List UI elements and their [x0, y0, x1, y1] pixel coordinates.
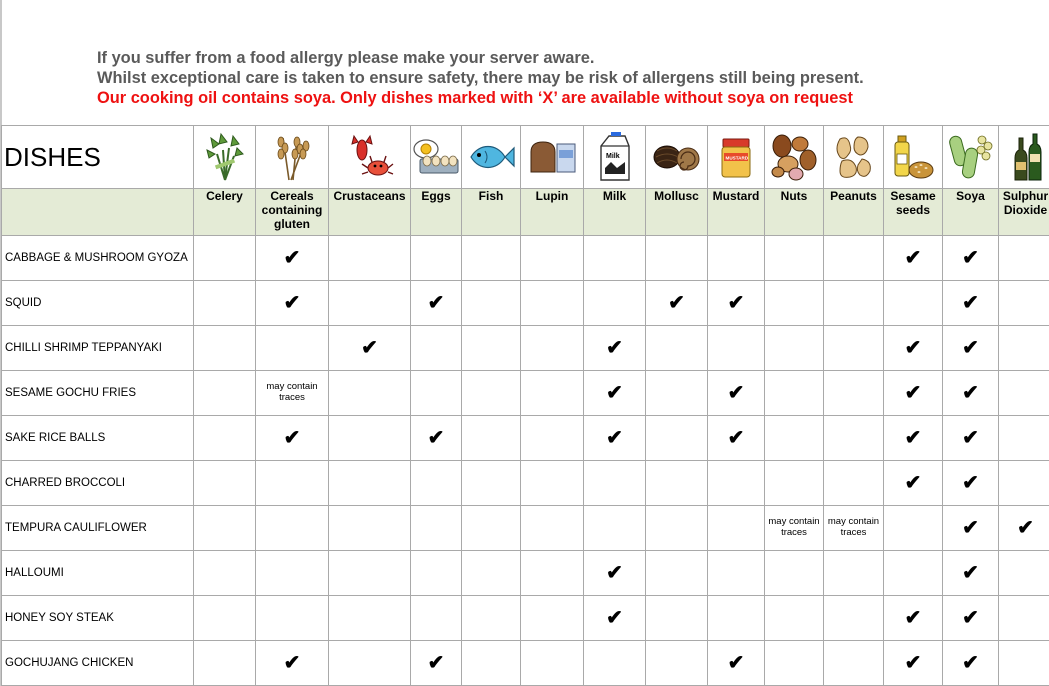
allergen-cell-mollusc: [646, 596, 708, 641]
allergen-cell-nuts: [765, 236, 824, 281]
allergen-cell-mollusc: [646, 236, 708, 281]
allergen-cell-crustaceans: [329, 506, 411, 551]
tick-mark: ✔: [904, 471, 922, 494]
svg-text:MUSTARD: MUSTARD: [725, 155, 749, 161]
allergen-cell-eggs: [411, 641, 462, 686]
nuts-icon: [765, 126, 824, 189]
tick-mark: ✔: [962, 336, 979, 359]
notice-line-2: Whilst exceptional care is taken to ensure safety, there may be risk of allergens still being present.: [97, 69, 864, 87]
allergen-cell-eggs: [411, 461, 462, 506]
allergen-cell-sesame-seeds: [884, 506, 943, 551]
tick-mark: ✔: [283, 651, 301, 674]
allergen-cell-lupin: [521, 596, 584, 641]
tick-mark: ✔: [962, 471, 979, 494]
allergen-header-eggs: Eggs: [411, 189, 462, 236]
allergen-cell-eggs: [411, 236, 462, 281]
tick-mark: ✔: [606, 381, 623, 404]
allergen-cell-sesame-seeds: [884, 236, 943, 281]
dish-name: HONEY SOY STEAK: [2, 596, 194, 641]
tick-mark: ✔: [904, 651, 922, 674]
tick-mark: ✔: [727, 651, 745, 674]
table-row: [2, 281, 1049, 326]
allergen-cell-fish: [462, 236, 521, 281]
table-row: [2, 416, 1049, 461]
allergen-cell-mollusc: [646, 641, 708, 686]
allergen-cell-eggs: [411, 371, 462, 416]
wheat-icon: [256, 126, 329, 189]
allergen-cell-lupin: [521, 371, 584, 416]
allergen-cell-peanuts: [824, 281, 884, 326]
allergen-names-row: [2, 189, 1049, 236]
mustard-jar-icon: [708, 126, 765, 189]
allergen-cell-milk: [584, 416, 646, 461]
allergen-cell-mustard: [708, 416, 765, 461]
tick-mark: ✔: [727, 381, 745, 404]
table-row: [2, 641, 1049, 686]
allergen-cell-soya: [943, 641, 999, 686]
allergen-cell-nuts: [765, 551, 824, 596]
allergen-cell-mustard: [708, 281, 765, 326]
allergen-table: [1, 125, 1049, 686]
allergen-cell-lupin: [521, 326, 584, 371]
allergen-cell-nuts: [765, 596, 824, 641]
mollusc-icon: [646, 126, 708, 189]
allergen-cell-lupin: [521, 416, 584, 461]
allergen-cell-milk: [584, 461, 646, 506]
allergy-notice: [97, 48, 864, 108]
tick-mark: ✔: [606, 426, 623, 449]
allergen-cell-celery: [194, 326, 256, 371]
header-blank-cell: [2, 189, 194, 236]
allergen-cell-sulphur-dioxide: [999, 461, 1049, 506]
fish-icon: [462, 126, 521, 189]
eggs-icon: [411, 126, 462, 189]
allergen-cell-peanuts: [824, 371, 884, 416]
table-row: [2, 596, 1049, 641]
allergen-cell-fish: [462, 371, 521, 416]
allergen-cell-lupin: [521, 461, 584, 506]
allergen-cell-mustard: [708, 461, 765, 506]
allergen-cell-fish: [462, 416, 521, 461]
table-row: [2, 551, 1049, 596]
allergen-cell-lupin: [521, 236, 584, 281]
allergen-cell-fish: [462, 551, 521, 596]
tick-mark: ✔: [962, 516, 979, 539]
allergen-cell-fish: [462, 326, 521, 371]
allergen-cell-soya: [943, 371, 999, 416]
tick-mark: ✔: [361, 336, 378, 359]
allergen-cell-peanuts: [824, 326, 884, 371]
tick-mark: ✔: [904, 606, 922, 629]
crustaceans-icon: [329, 126, 411, 189]
allergen-cell-fish: [462, 281, 521, 326]
allergen-header-milk: Milk: [584, 189, 646, 236]
allergen-cell-celery: [194, 551, 256, 596]
notice-line-1: If you suffer from a food allergy please make your server aware.: [97, 49, 595, 67]
peanuts-icon: [824, 126, 884, 189]
allergen-cell-fish: [462, 506, 521, 551]
allergen-cell-mustard: [708, 326, 765, 371]
allergen-cell-celery: [194, 506, 256, 551]
allergen-header-fish: Fish: [462, 189, 521, 236]
sesame-icon: [884, 126, 943, 189]
lupin-bread-icon: [521, 126, 584, 189]
allergen-cell-peanuts: [824, 551, 884, 596]
svg-text:Milk: Milk: [605, 153, 620, 160]
allergen-cell-eggs: [411, 416, 462, 461]
allergen-cell-sulphur-dioxide: [999, 281, 1049, 326]
allergen-cell-mollusc: [646, 506, 708, 551]
allergen-cell-celery: [194, 371, 256, 416]
allergen-cell-sesame-seeds: [884, 371, 943, 416]
tick-mark: ✔: [962, 246, 979, 269]
allergen-cell-nuts: [765, 371, 824, 416]
allergen-cell-eggs: [411, 326, 462, 371]
tick-mark: ✔: [727, 426, 745, 449]
allergen-cell-cereals-containing-gluten: [256, 371, 329, 416]
allergen-cell-crustaceans: [329, 371, 411, 416]
allergen-cell-crustaceans: [329, 236, 411, 281]
allergen-cell-fish: [462, 641, 521, 686]
allergen-cell-sesame-seeds: [884, 416, 943, 461]
allergen-cell-crustaceans: [329, 416, 411, 461]
allergen-cell-cereals-containing-gluten: [256, 281, 329, 326]
tick-mark: ✔: [283, 291, 301, 314]
allergen-cell-soya: [943, 551, 999, 596]
allergen-cell-sulphur-dioxide: [999, 596, 1049, 641]
allergen-cell-sulphur-dioxide: [999, 551, 1049, 596]
allergen-cell-sesame-seeds: [884, 326, 943, 371]
allergen-cell-fish: [462, 461, 521, 506]
may-contain-note: may contain traces: [827, 516, 880, 538]
allergen-cell-crustaceans: [329, 461, 411, 506]
allergen-cell-peanuts: [824, 596, 884, 641]
allergen-cell-eggs: [411, 551, 462, 596]
allergen-cell-sesame-seeds: [884, 461, 943, 506]
allergen-cell-sesame-seeds: [884, 551, 943, 596]
allergen-cell-celery: [194, 596, 256, 641]
allergen-cell-sesame-seeds: [884, 596, 943, 641]
allergen-cell-lupin: [521, 641, 584, 686]
allergen-cell-celery: [194, 416, 256, 461]
allergen-cell-milk: [584, 281, 646, 326]
allergen-cell-crustaceans: [329, 281, 411, 326]
allergen-cell-lupin: [521, 506, 584, 551]
dish-name: TEMPURA CAULIFLOWER: [2, 506, 194, 551]
allergen-cell-soya: [943, 461, 999, 506]
table-row: [2, 461, 1049, 506]
allergen-cell-mustard: [708, 236, 765, 281]
tick-mark: ✔: [904, 336, 922, 359]
allergen-cell-fish: [462, 596, 521, 641]
allergen-cell-mollusc: [646, 551, 708, 596]
allergen-cell-sulphur-dioxide: [999, 506, 1049, 551]
allergen-cell-peanuts: [824, 461, 884, 506]
allergen-cell-celery: [194, 281, 256, 326]
allergen-cell-soya: [943, 326, 999, 371]
allergen-cell-nuts: [765, 281, 824, 326]
allergen-cell-mollusc: [646, 281, 708, 326]
allergen-cell-sulphur-dioxide: [999, 236, 1049, 281]
allergen-cell-peanuts: [824, 416, 884, 461]
allergen-cell-crustaceans: [329, 596, 411, 641]
allergen-cell-milk: [584, 326, 646, 371]
dish-name: HALLOUMI: [2, 551, 194, 596]
allergen-cell-milk: [584, 551, 646, 596]
allergen-cell-crustaceans: [329, 551, 411, 596]
dish-name: CABBAGE & MUSHROOM GYOZA: [2, 236, 194, 281]
may-contain-note: may contain traces: [266, 381, 318, 403]
tick-mark: ✔: [1017, 516, 1034, 539]
tick-mark: ✔: [904, 426, 922, 449]
notice-soya-warning: Our cooking oil contains soya. Only dishes marked with ‘X’ are available without soya on request: [97, 89, 853, 107]
tick-mark: ✔: [962, 426, 979, 449]
tick-mark: ✔: [283, 246, 301, 269]
allergen-cell-mustard: [708, 596, 765, 641]
allergen-cell-mustard: [708, 641, 765, 686]
allergen-cell-nuts: [765, 506, 824, 551]
allergen-cell-milk: [584, 371, 646, 416]
allergen-cell-nuts: [765, 416, 824, 461]
tick-mark: ✔: [283, 426, 301, 449]
allergen-cell-mollusc: [646, 371, 708, 416]
allergen-cell-soya: [943, 506, 999, 551]
table-row: [2, 236, 1049, 281]
may-contain-note: may contain traces: [768, 516, 820, 538]
allergen-cell-cereals-containing-gluten: [256, 596, 329, 641]
dish-name: SQUID: [2, 281, 194, 326]
tick-mark: ✔: [962, 606, 979, 629]
allergen-cell-mollusc: [646, 416, 708, 461]
allergen-cell-mustard: [708, 551, 765, 596]
tick-mark: ✔: [962, 651, 979, 674]
allergen-cell-eggs: [411, 281, 462, 326]
milk-carton-icon: [584, 126, 646, 189]
allergen-cell-sulphur-dioxide: [999, 326, 1049, 371]
allergen-cell-mustard: [708, 371, 765, 416]
tick-mark: ✔: [727, 291, 745, 314]
allergen-header-mollusc: Mollusc: [646, 189, 708, 236]
allergen-header-celery: Celery: [194, 189, 256, 236]
allergen-cell-peanuts: [824, 641, 884, 686]
celery-icon: [194, 126, 256, 189]
allergen-header-crustaceans: Crustaceans: [329, 189, 411, 236]
allergen-cell-celery: [194, 236, 256, 281]
dish-name: GOCHUJANG CHICKEN: [2, 641, 194, 686]
allergen-header-lupin: Lupin: [521, 189, 584, 236]
tick-mark: ✔: [904, 381, 922, 404]
soya-icon: [943, 126, 999, 189]
allergen-header-cereals-containing-gluten: Cereals containing gluten: [256, 189, 329, 236]
allergen-cell-sesame-seeds: [884, 281, 943, 326]
allergen-cell-soya: [943, 416, 999, 461]
allergen-cell-nuts: [765, 641, 824, 686]
allergen-cell-cereals-containing-gluten: [256, 641, 329, 686]
allergen-cell-crustaceans: [329, 326, 411, 371]
allergen-cell-nuts: [765, 461, 824, 506]
wine-bottle-icon: [999, 126, 1049, 189]
allergen-cell-eggs: [411, 596, 462, 641]
tick-mark: ✔: [606, 606, 623, 629]
allergen-header-peanuts: Peanuts: [824, 189, 884, 236]
allergen-cell-cereals-containing-gluten: [256, 326, 329, 371]
allergen-cell-milk: [584, 506, 646, 551]
allergen-cell-milk: [584, 641, 646, 686]
tick-mark: ✔: [668, 291, 685, 314]
tick-mark: ✔: [904, 246, 922, 269]
allergen-cell-lupin: [521, 281, 584, 326]
tick-mark: ✔: [962, 291, 979, 314]
allergen-cell-mollusc: [646, 461, 708, 506]
icon-header-row: [2, 126, 1049, 189]
tick-mark: ✔: [427, 651, 445, 674]
allergen-cell-sulphur-dioxide: [999, 371, 1049, 416]
allergen-cell-eggs: [411, 506, 462, 551]
tick-mark: ✔: [606, 561, 623, 584]
dish-name: CHARRED BROCCOLI: [2, 461, 194, 506]
allergen-cell-peanuts: [824, 236, 884, 281]
allergen-cell-cereals-containing-gluten: [256, 506, 329, 551]
dish-name: SAKE RICE BALLS: [2, 416, 194, 461]
dishes-title: DISHES: [2, 126, 194, 189]
tick-mark: ✔: [962, 561, 979, 584]
table-row: [2, 371, 1049, 416]
tick-mark: ✔: [962, 381, 979, 404]
allergen-cell-cereals-containing-gluten: [256, 416, 329, 461]
allergen-cell-mollusc: [646, 326, 708, 371]
dish-name: CHILLI SHRIMP TEPPANYAKI: [2, 326, 194, 371]
allergen-cell-lupin: [521, 551, 584, 596]
dish-name: SESAME GOCHU FRIES: [2, 371, 194, 416]
allergen-cell-soya: [943, 236, 999, 281]
allergen-cell-cereals-containing-gluten: [256, 236, 329, 281]
table-row: [2, 326, 1049, 371]
tick-mark: ✔: [606, 336, 623, 359]
allergen-cell-milk: [584, 596, 646, 641]
tick-mark: ✔: [427, 426, 445, 449]
allergen-cell-sesame-seeds: [884, 641, 943, 686]
tick-mark: ✔: [427, 291, 445, 314]
allergen-cell-cereals-containing-gluten: [256, 461, 329, 506]
allergen-header-nuts: Nuts: [765, 189, 824, 236]
allergen-cell-soya: [943, 596, 999, 641]
allergen-header-mustard: Mustard: [708, 189, 765, 236]
allergen-cell-crustaceans: [329, 641, 411, 686]
allergen-cell-peanuts: [824, 506, 884, 551]
allergen-cell-sulphur-dioxide: [999, 641, 1049, 686]
allergen-cell-sulphur-dioxide: [999, 416, 1049, 461]
allergen-cell-cereals-containing-gluten: [256, 551, 329, 596]
allergen-cell-celery: [194, 461, 256, 506]
allergen-header-soya: Soya: [943, 189, 999, 236]
allergen-cell-celery: [194, 641, 256, 686]
allergen-cell-nuts: [765, 326, 824, 371]
allergen-cell-mustard: [708, 506, 765, 551]
table-row: [2, 506, 1049, 551]
allergen-cell-soya: [943, 281, 999, 326]
allergen-header-sesame-seeds: Sesame seeds: [884, 189, 943, 236]
allergen-cell-milk: [584, 236, 646, 281]
allergen-header-sulphur-dioxide: Sulphur Dioxide: [999, 189, 1049, 236]
